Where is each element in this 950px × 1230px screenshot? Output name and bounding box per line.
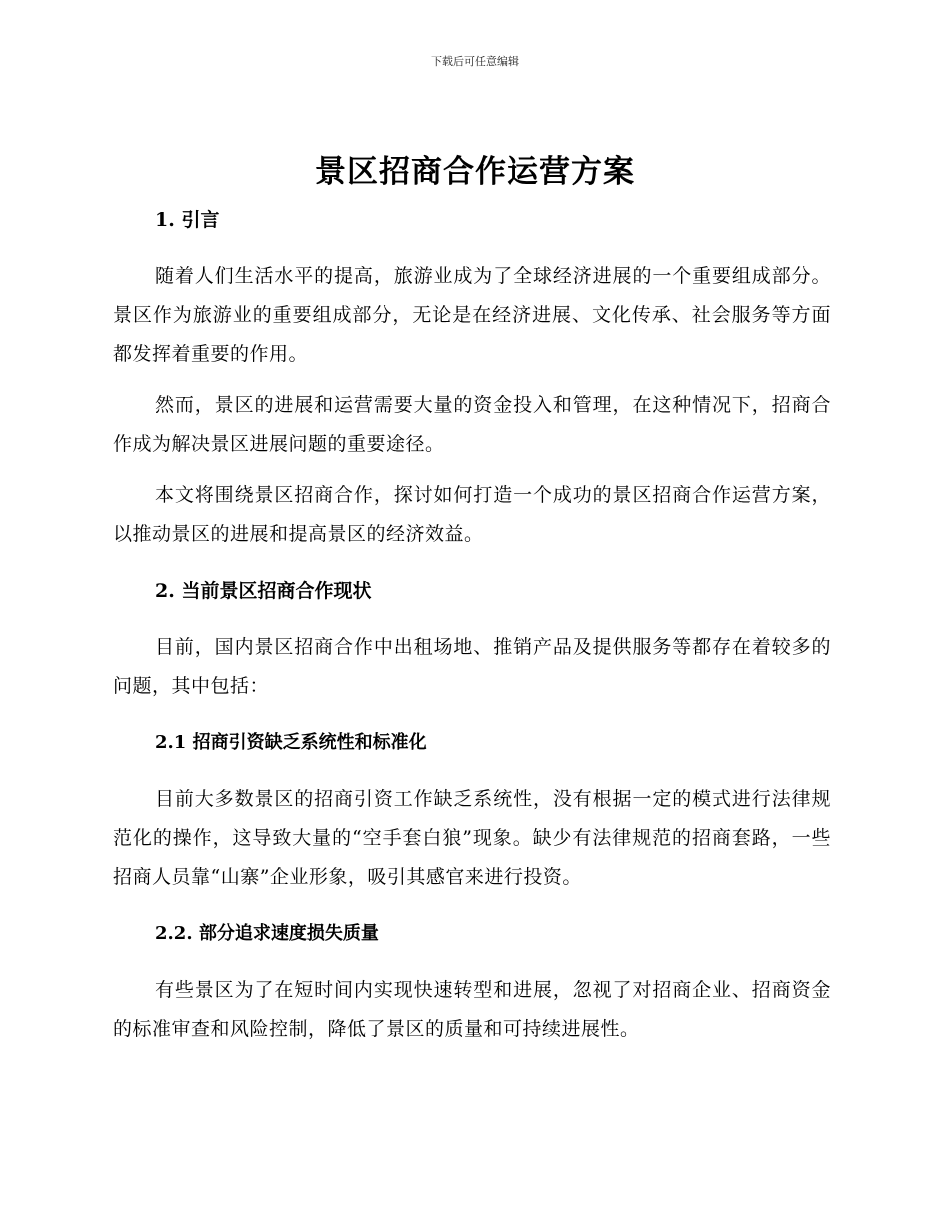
section-heading-introduction: 1. 引言 <box>155 209 220 231</box>
document-body <box>113 203 831 1049</box>
paragraph: 本文将围绕景区招商合作，探讨如何打造一个成功的景区招商合作运营方案，以推动景区的进展和提高景区的经济效益。 <box>113 484 831 545</box>
section-heading-current-status: 2. 当前景区招商合作现状 <box>155 580 372 602</box>
paragraph: 有些景区为了在短时间内实现快速转型和进展，忽视了对招商企业、招商资金的标准审查和风险控制，降低了景区的质量和可持续进展性。 <box>113 979 831 1040</box>
paragraph: 随着人们生活水平的提高，旅游业成为了全球经济进展的一个重要组成部分。景区作为旅游业的重要组成部分，无论是在经济进展、文化传承、社会服务等方面都发挥着重要的作用。 <box>113 265 831 365</box>
subsection-heading-2-1: 2.1 招商引资缺乏系统性和标准化 <box>155 732 427 753</box>
page-header-note: 下载后可任意编辑 <box>431 55 519 68</box>
document-title: 景区招商合作运营方案 <box>315 154 635 190</box>
paragraph: 然而，景区的进展和运营需要大量的资金投入和管理，在这种情况下，招商合作成为解决景区进展问题的重要途径。 <box>113 394 831 455</box>
paragraph: 目前大多数景区的招商引资工作缺乏系统性，没有根据一定的模式进行法律规范化的操作，这导致大量的“空手套白狼”现象。缺少有法律规范的招商套路，一些招商人员靠“山寨”企业形象，吸引其感官来进行投资。 <box>113 788 831 888</box>
paragraph: 目前，国内景区招商合作中出租场地、推销产品及提供服务等都存在着较多的问题，其中包括： <box>113 636 831 697</box>
subsection-heading-2-2: 2.2. 部分追求速度损失质量 <box>155 923 379 944</box>
